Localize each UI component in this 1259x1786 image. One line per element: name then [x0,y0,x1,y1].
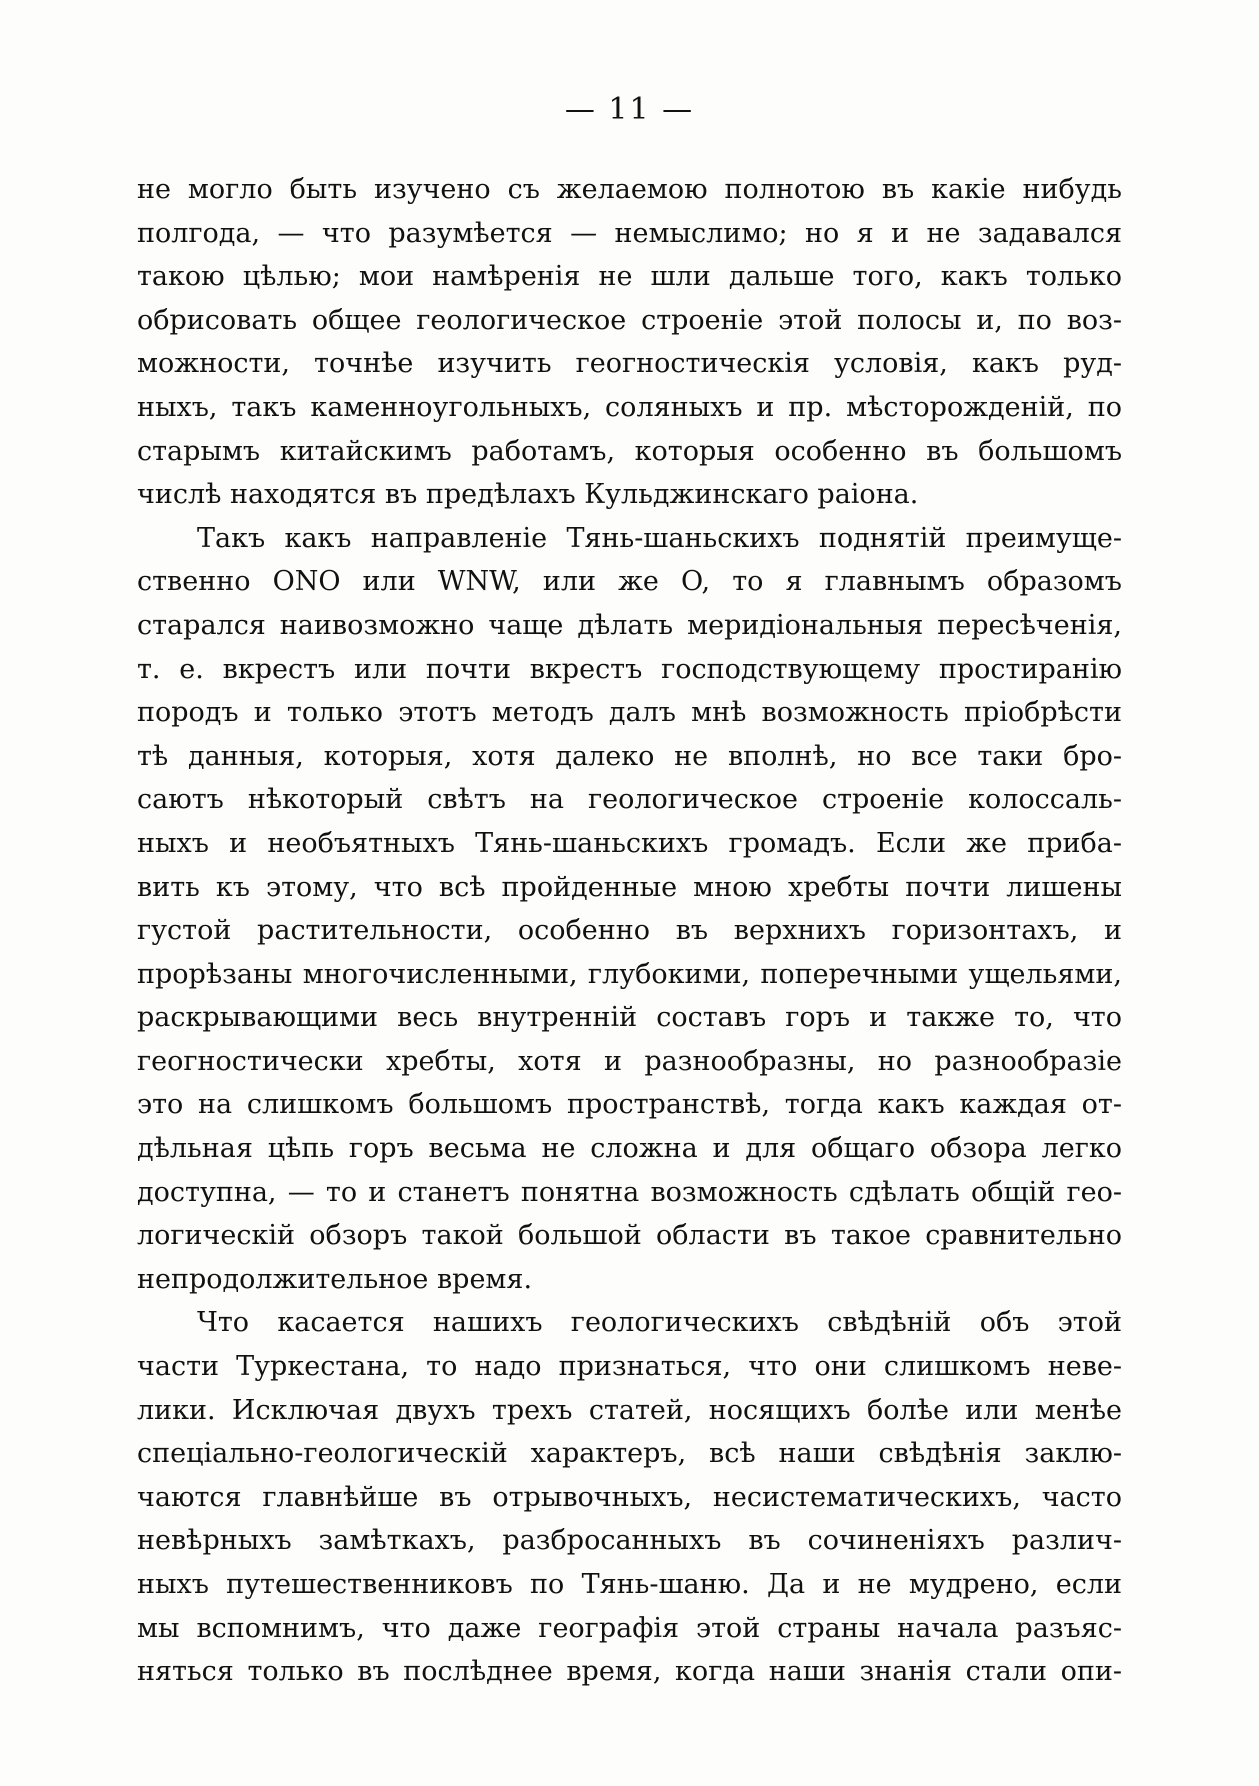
text-line: няться только въ послѣднее время, когда наши знанія стали опи- [137,1656,1122,1688]
document-body [137,168,1122,1694]
text-line: мы вспомнимъ, что даже географія этой страны начала разъяс- [137,1612,1122,1644]
text-line: чаются главнѣйше въ отрывочныхъ, несистематическихъ, часто [137,1481,1122,1513]
text-line: густой растительности, особенно въ верхнихъ горизонтахъ, и [137,915,1122,947]
text-line: геогностически хребты, хотя и разнообразны, но разнообразіе [137,1045,1122,1077]
text-line: ственно ONO или WNW, или же O, то я главнымъ образомъ [137,566,1122,598]
text-line: непродолжительное время. [137,1263,533,1295]
text-line: части Туркестана, то надо признаться, что они слишкомъ невe- [137,1351,1122,1383]
text-line: лики. Исключая двухъ трехъ статей, носящихъ болѣе или менѣе [137,1394,1122,1426]
page-number: — 11 — [564,92,695,127]
text-line: спеціально-геологическій характеръ, всѣ наши свѣдѣнія заклю- [137,1438,1122,1470]
text-line: тѣ данныя, которыя, хотя далеко не вполнѣ, но все таки бро- [137,740,1122,772]
paragraph-2 [137,517,1122,1302]
text-line: обрисовать общее геологическое строеніе этой полосы и, по воз- [137,304,1122,336]
text-line: ныхъ, такъ каменноугольныхъ, соляныхъ и пр. мѣсторожденій, по [137,391,1122,423]
text-line: ныхъ путешественниковъ по Тянь-шаню. Да и не мудрено, если [137,1569,1122,1600]
text-line: породъ и только этотъ методъ далъ мнѣ возможность пріобрѣсти [137,697,1122,729]
text-line: полгода, — что разумѣется — немыслимо; но я и не задавался [137,217,1122,249]
text-line: прорѣзаны многочисленными, глубокими, поперечными ущельями, [137,958,1122,990]
text-line: саютъ нѣкоторый свѣтъ на геологическое строеніе колоссаль- [137,784,1122,816]
text-line: можности, точнѣе изучить геогностическія условія, какъ руд- [137,348,1122,380]
text-line: старался наивозможно чаще дѣлать меридіональныя пересѣченія, [137,609,1122,641]
text-line: не могло быть изучено съ желаемою полнотою въ какіе нибудь [137,174,1122,205]
text-line: Такъ какъ направленіе Тянь-шаньскихъ поднятій преимуще- [197,522,1122,554]
text-line: это на слишкомъ большомъ пространствѣ, тогда какъ каждая от- [137,1089,1122,1121]
text-line: логическій обзоръ такой большой области въ такое сравнительно [137,1220,1122,1252]
text-line: т. е. вкрестъ или почти вкрестъ господствующему простиранію [137,653,1122,685]
text-line: вить къ этому, что всѣ пройденные мною хребты почти лишены [137,871,1122,903]
paragraph-3 [137,1301,1122,1693]
text-line: доступна, — то и станетъ понятна возможность сдѣлать общій гео- [137,1176,1122,1208]
text-line: раскрывающими весь внутренній составъ горъ и также то, что [137,1002,1122,1034]
text-line: такою цѣлью; мои намѣренія не шли дальше того, какъ только [137,261,1122,293]
text-line: числѣ находятся въ предѣлахъ Кульджинскаго раіона. [137,479,919,511]
text-line: ныхъ и необъятныхъ Тянь-шаньскихъ громадъ. Если же приба- [137,827,1122,859]
text-line: Что касается нашихъ геологическихъ свѣдѣній объ этой [197,1307,1122,1339]
text-line: дѣльная цѣпь горъ весьма не сложна и для общаго обзора легко [137,1133,1122,1165]
text-line: невѣрныхъ замѣткахъ, разбросанныхъ въ сочиненіяхъ различ- [137,1525,1122,1557]
paragraph-1 [137,168,1122,517]
text-line: старымъ китайскимъ работамъ, которыя особенно въ большомъ [137,435,1122,467]
